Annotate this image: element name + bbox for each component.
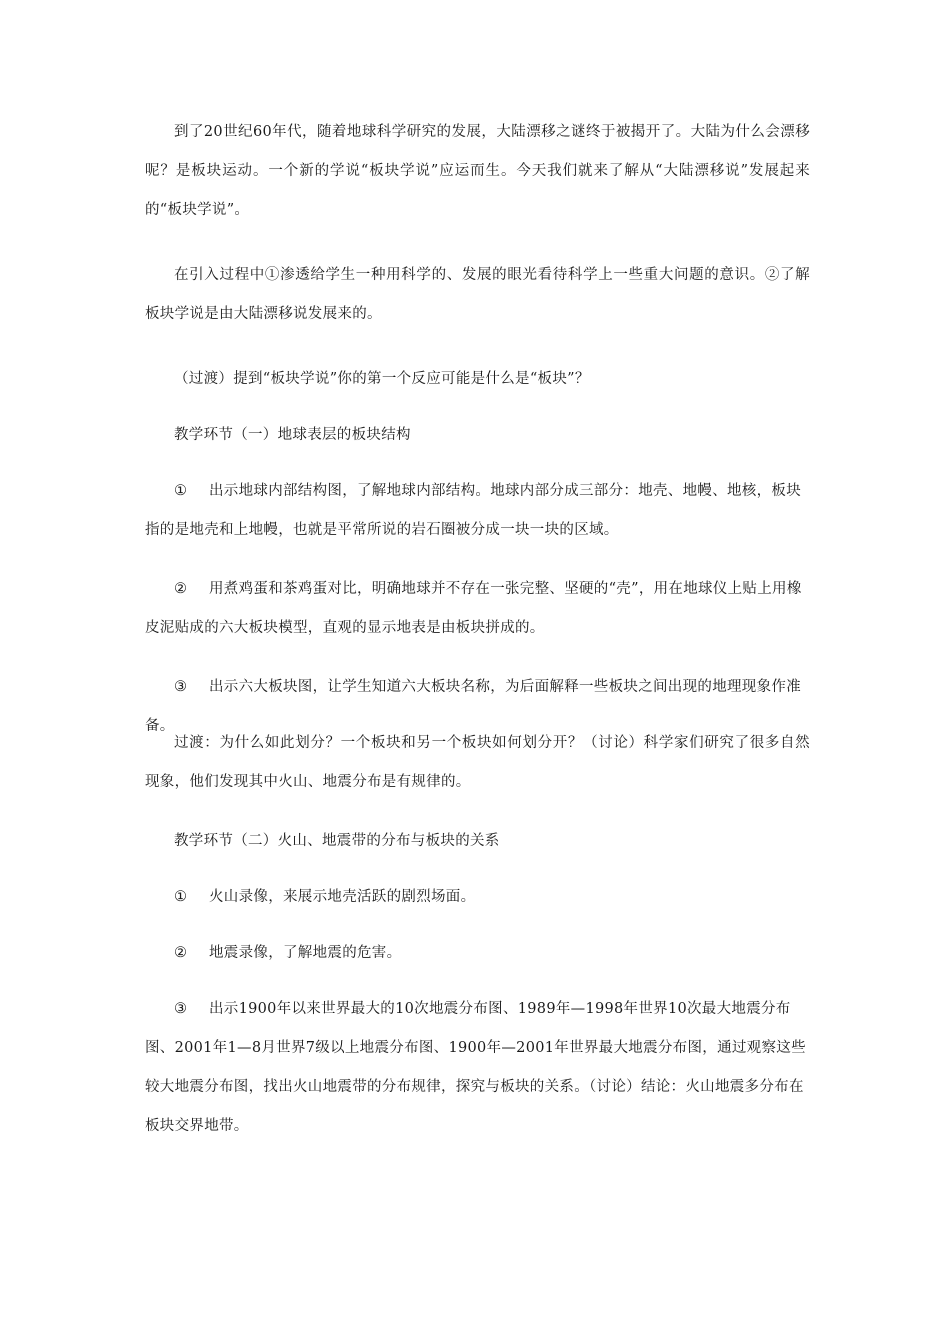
item-text: 火山录像，来展示地壳活跃的剧烈场面。 (209, 889, 476, 905)
section-2-item (145, 934, 810, 973)
intro-goal-paragraph: 在引入过程中①渗透给学生一种用科学的、发展的眼光看待科学上一些重大问题的意识。②了解板块学说是由大陆漂移说发展来的。 (145, 267, 810, 322)
item-number: ① (174, 889, 188, 905)
item-text: 地震录像，了解地震的危害。 (209, 945, 402, 961)
section-2-item (145, 878, 810, 917)
section-2-item (145, 990, 810, 1146)
item-text: 出示六大板块图，让学生知道六大板块名称，为后面解释一些板块之间出现的地理现象作准备。 (145, 679, 801, 734)
item-text: 出示地球内部结构图，了解地球内部结构。地球内部分成三部分：地壳、地幔、地核，板块指的是地壳和上地幔，也就是平常所说的岩石圈被分成一块一块的区域。 (145, 483, 801, 538)
item-number: ③ (174, 679, 188, 695)
item-text: 出示1900年以来世界最大的10次地震分布图、1989年—1998年世界10次最大地震分布图、2001年1—8月世界7级以上地震分布图、1900年—2001年世界最大地震分布图，通过观察这些较大地震分布图，找出火山地震带的分布规律，探究与板块的关系。（讨论）结论：火山地震多分布在板块交界地带。 (145, 1001, 806, 1134)
section-1-item (145, 570, 810, 648)
item-text: 用煮鸡蛋和茶鸡蛋对比，明确地球并不存在一张完整、坚硬的“壳”，用在地球仪上贴上用橡皮泥贴成的六大板块模型，直观的显示地表是由板块拼成的。 (145, 581, 802, 636)
item-number: ① (174, 483, 188, 499)
item-number: ② (174, 581, 188, 597)
transition-paragraph: （过渡）提到“板块学说”你的第一个反应可能是什么是“板块”？ (174, 371, 590, 387)
item-number: ② (174, 945, 188, 961)
item-number: ③ (174, 1001, 188, 1017)
section-1-item (145, 472, 810, 550)
intro-paragraph: 到了20世纪60年代，随着地球科学研究的发展，大陆漂移之谜终于被揭开了。大陆为什么会漂移呢？是板块运动。一个新的学说“板块学说”应运而生。今天我们就来了解从“大陆漂移说”发展起来的“板块学说”。 (145, 124, 810, 218)
section-2-title: 教学环节（二）火山、地震带的分布与板块的关系 (174, 833, 500, 849)
section-1-title: 教学环节（一）地球表层的板块结构 (174, 427, 411, 443)
transition-2-paragraph: 过渡：为什么如此划分？一个板块和另一个板块如何划分开？（讨论）科学家们研究了很多自然现象，他们发现其中火山、地震分布是有规律的。 (145, 735, 810, 790)
